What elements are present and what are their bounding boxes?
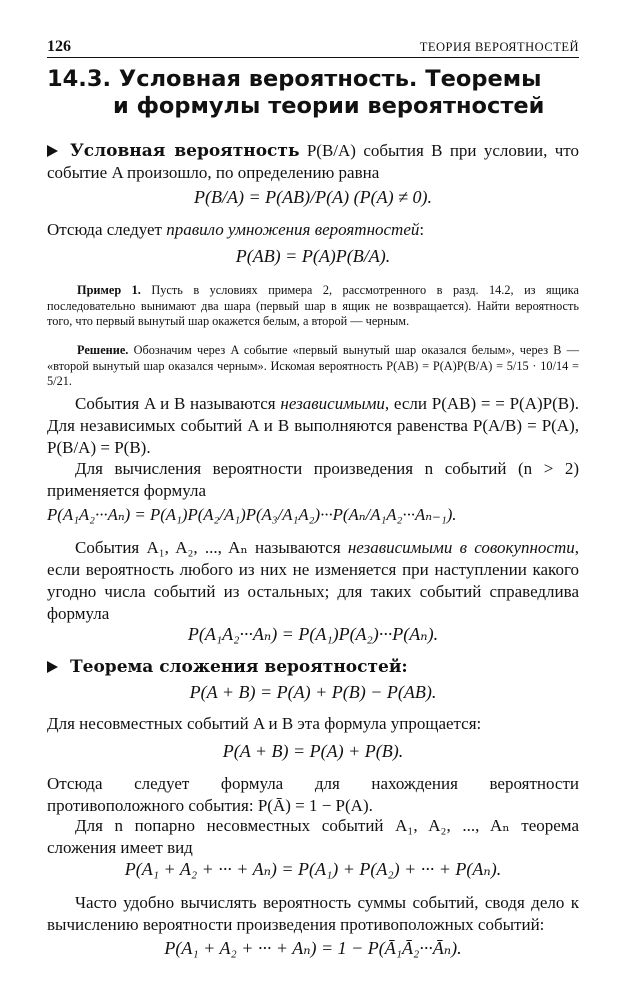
section-title	[47, 66, 579, 120]
formula-addition-n: P(A₁ + A₂ + ··· + Aₙ) = P(A₁) + P(A₂) + ··· + P(Aₙ).	[124, 859, 502, 879]
header-rule	[47, 57, 579, 58]
paragraph-multiplication-rule	[47, 219, 579, 241]
formula-multiplication: P(AB) = P(A)P(B/A).	[235, 246, 391, 266]
paragraph-text: , если P(AB) = = P(A)P(B). Для независимых событий A и B выполняются равенства P(A/B) = P(A), P(B/A) = P(B).	[47, 394, 579, 457]
paragraph-opposite-event: Отсюда следует формула для нахождения вероятности противоположного события: P(Ā) = 1 − P(A).	[47, 774, 579, 815]
theorem-label: Теорема сложения вероятностей:	[70, 657, 408, 677]
solution-1	[47, 343, 579, 390]
example-label: Пример 1.	[77, 283, 141, 297]
paragraph-incompatible-events: Для несовместных событий A и B эта формула упрощается:	[47, 714, 482, 733]
page-number: 126	[47, 38, 71, 55]
term-multiplication-rule: правило умножения вероятностей	[166, 220, 420, 239]
paragraph-conditional-probability	[47, 140, 579, 184]
paragraph-sum-via-product: Часто удобно вычислять вероятность суммы событий, сводя дело к вычислению вероятности произведения противоположных событий:	[47, 893, 579, 934]
paragraph-independent-events	[47, 393, 579, 459]
solution-text: Обозначим через A событие «первый вынутый шар оказался белым», через B — «второй вынутый шар оказался черным». Искомая вероятность P(AB) = P(A)P(B/A) = 5/15 · 10/14 = 5/21.	[47, 343, 579, 388]
paragraph-text: , если вероятность любого из них не изменяется при наступлении какого угодно числа событий из остальных; для таких событий справедлива формула	[47, 538, 580, 623]
paragraph-text: :	[419, 220, 425, 239]
triangle-bullet-icon	[47, 145, 58, 157]
section-title-line1: 14.3. Условная вероятность. Теоремы	[47, 66, 542, 92]
formula-addition-incompatible: P(A + B) = P(A) + P(B).	[222, 741, 404, 761]
running-title: ТЕОРИЯ ВЕРОЯТНОСТЕЙ	[419, 40, 579, 54]
formula-addition: P(A + B) = P(A) + P(B) − P(AB).	[189, 682, 437, 702]
example-1	[47, 283, 579, 330]
term-mutually-independent: независимыми в совокупности	[347, 538, 575, 557]
paragraph-text: P(B/A) события B при условии, что событие A произошло, по определению равна	[47, 141, 579, 182]
paragraph-product-n-events: Для вычисления вероятности произведения n событий (n > 2) применяется формула	[47, 459, 579, 500]
triangle-bullet-icon	[47, 661, 58, 673]
section-title-line2: и формулы теории вероятностей	[113, 93, 545, 119]
term-conditional-probability: Условная вероятность	[70, 141, 300, 161]
paragraph-text: События A и B называются	[75, 394, 281, 413]
paragraph-mutually-independent	[47, 537, 579, 625]
theorem-addition	[47, 656, 579, 678]
formula-conditional: P(B/A) = P(AB)/P(A) (P(A) ≠ 0).	[194, 187, 432, 207]
formula-sum-via-opposite: P(A₁ + A₂ + ··· + Aₙ) = 1 − P(Ā₁Ā₂···Āₙ).	[164, 938, 462, 958]
formula-independent-product: P(A₁A₂···Aₙ) = P(A₁)P(A₂)···P(Aₙ).	[187, 624, 439, 644]
term-independent: независимыми	[280, 394, 385, 413]
example-text: Пусть в условиях примера 2, рассмотренного в разд. 14.2, из ящика последовательно вынимают два шара (первый шар в ящик не возвращается). Найти вероятность того, что первый вынутый шар окажется белым, а второй — черным.	[47, 283, 579, 328]
formula-product-n: P(A₁A₂···Aₙ) = P(A₁)P(A₂/A₁)P(A₃/A₁A₂)···P(Aₙ/A₁A₂···Aₙ₋₁).	[47, 505, 457, 524]
paragraph-pairwise-incompatible: Для n попарно несовместных событий A₁, A₂, ..., Aₙ теорема сложения имеет вид	[47, 816, 579, 857]
solution-label: Решение.	[77, 343, 129, 357]
running-head	[47, 38, 579, 58]
paragraph-text: События A₁, A₂, ..., Aₙ называются	[75, 538, 348, 557]
paragraph-text: Отсюда следует	[47, 220, 167, 239]
